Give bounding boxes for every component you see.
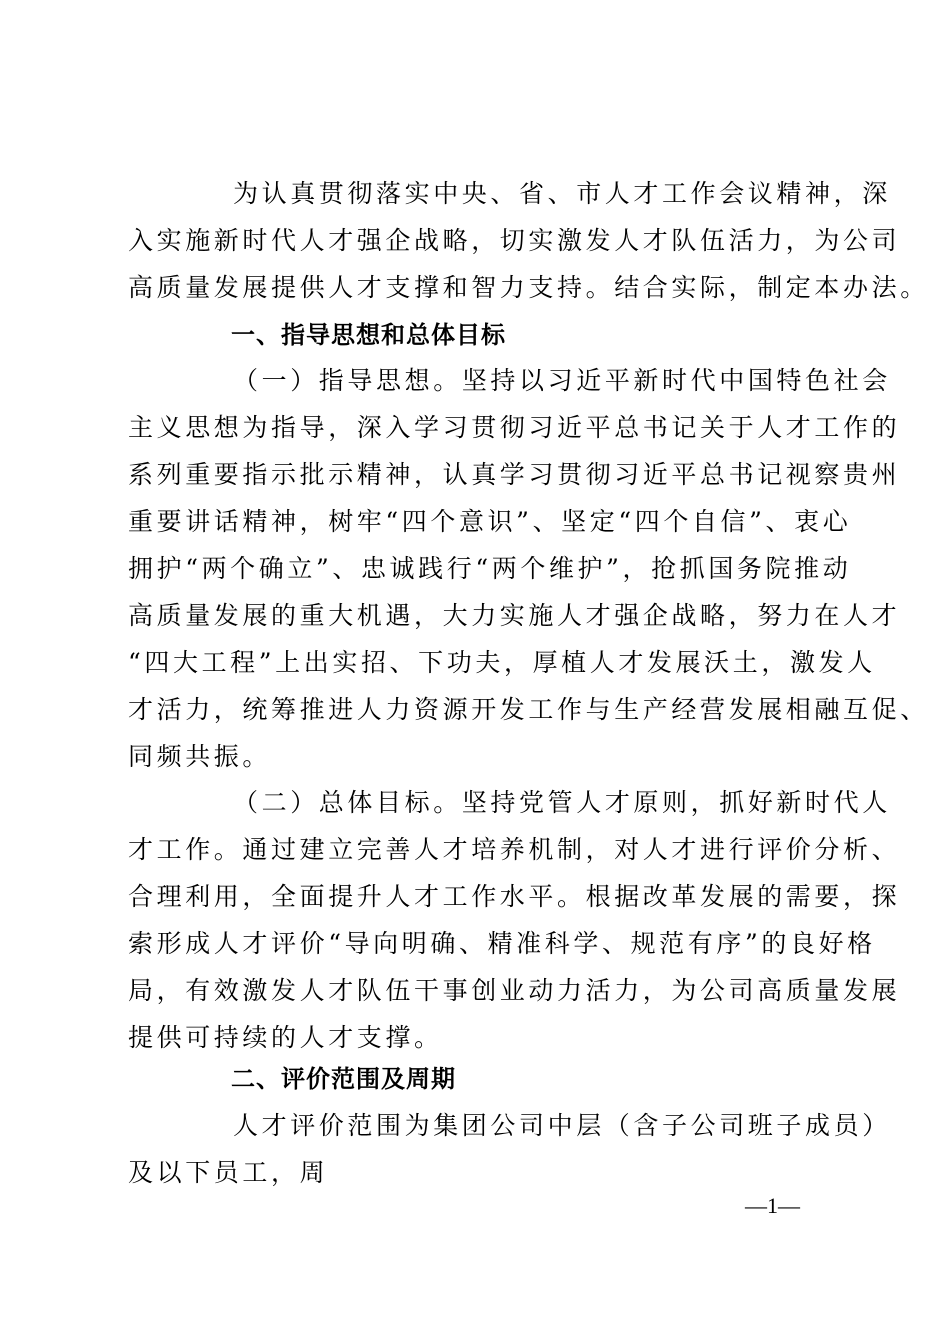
section-1-1-line: 拥护“两个确立”、忠诚践行“两个维护”，抢抓国务院推动 — [128, 554, 852, 583]
section-1-2-line: 索形成人才评价“导向明确、精准科学、规范有序”的良好格 — [128, 929, 876, 958]
section-1-1-line: 同频共振。 — [128, 742, 272, 771]
section-1-1-line: “四大工程”上出实招、下功夫，厚植人才发展沃土，激发人 — [128, 648, 876, 677]
section-1-2-line: 合理利用，全面提升人才工作水平。根据改革发展的需要，探 — [128, 882, 901, 911]
section-1-1-first-line — [233, 366, 891, 396]
section-1-1-line: 高质量发展的重大机遇，大力实施人才强企战略，努力在人才 — [128, 601, 901, 630]
section-1-1-line: 重要讲话精神，树牢“四个意识”、坚定“四个自信”、衷心 — [128, 507, 852, 536]
page-number: —1— — [745, 1193, 800, 1218]
section-1-2-line: 提供可持续的人才支撑。 — [128, 1023, 443, 1052]
section-1-1-lead: （一）指导思想。 — [233, 366, 462, 395]
section-1-2-first-line — [233, 788, 891, 818]
intro-line-3: 高质量发展提供人才支撑和智力支持。结合实际，制定本办法。 — [128, 273, 929, 302]
section-1-2-lead: （二）总体目标。 — [233, 788, 462, 817]
intro-line-1: 为认真贯彻落实中央、省、市人才工作会议精神，深 — [233, 179, 891, 208]
section-1-1-line: 主义思想为指导，深入学习贯彻习近平总书记关于人才工作的 — [128, 413, 901, 442]
scope-line-1: 人才评价范围为集团公司中层（含子公司班子成员） — [233, 1111, 891, 1140]
section-1-1-line: 系列重要指示批示精神，认真学习贯彻习近平总书记视察贵州 — [128, 460, 901, 489]
section-1-2-line: 局，有效激发人才队伍干事创业动力活力，为公司高质量发展 — [128, 976, 901, 1005]
section-1-1-first-rest: 坚持以习近平新时代中国特色社会 — [461, 366, 891, 395]
intro-line-2: 入实施新时代人才强企战略，切实激发人才队伍活力，为公司 — [128, 226, 901, 255]
scope-line-2: 及以下员工，周 — [128, 1158, 329, 1187]
section-heading-2: 二、评价范围及周期 — [231, 1065, 456, 1093]
section-1-2-first-rest: 坚持党管人才原则，抓好新时代人 — [461, 788, 891, 817]
section-1-1-line: 才活力，统筹推进人力资源开发工作与生产经营发展相融互促、 — [128, 695, 929, 724]
section-heading-1: 一、指导思想和总体目标 — [231, 321, 506, 349]
section-1-2-line: 才工作。通过建立完善人才培养机制，对人才进行评价分析、 — [128, 835, 901, 864]
